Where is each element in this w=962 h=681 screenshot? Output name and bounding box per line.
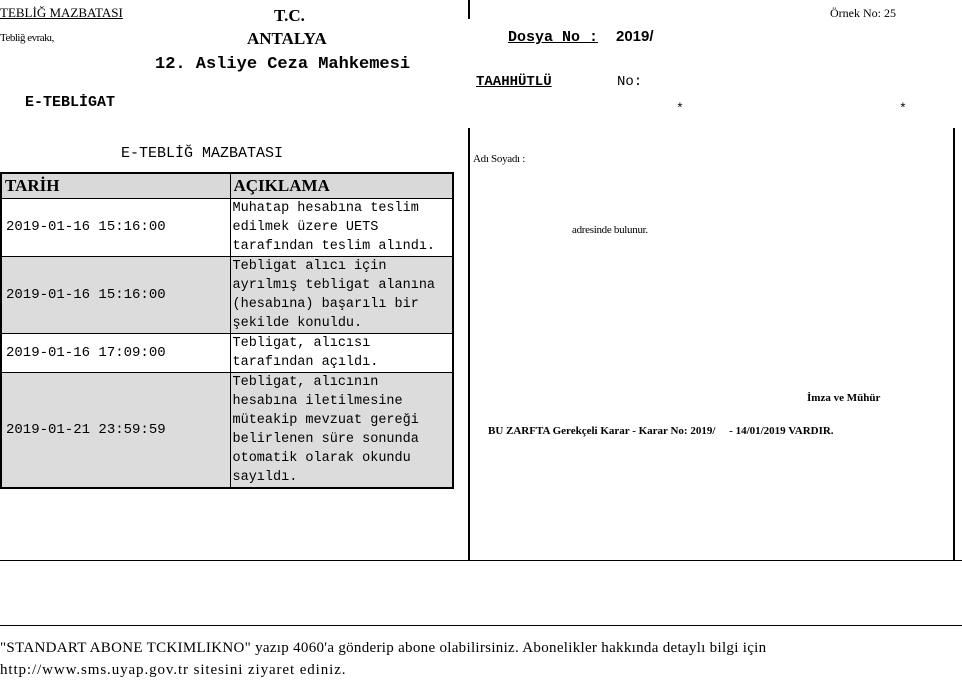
star-left: * — [676, 101, 684, 116]
bottom-divider — [0, 560, 962, 561]
table-row — [1, 373, 453, 489]
no-label: No: — [617, 74, 643, 90]
footer-line-1: "STANDART ABONE TCKIMLIKNO" yazıp 4060'a gönderip abone olabilirsiniz. Abonelikler hakkında detaylı bilgi için — [0, 640, 767, 656]
star-right: * — [899, 101, 907, 116]
footer-divider — [0, 625, 962, 626]
e-teblig-mazbatasi-title: E-TEBLİĞ MAZBATASI — [121, 145, 284, 162]
row-date: 2019-01-16 15:16:00 — [1, 199, 230, 257]
karar-note: BU ZARFTA Gerekçeli Karar - Karar No: 2019/ - 14/01/2019 VARDIR. — [488, 425, 834, 437]
row-date: 2019-01-21 23:59:59 — [1, 373, 230, 489]
column-header-description: AÇIKLAMA — [230, 173, 453, 199]
table-row — [1, 334, 453, 373]
center-divider — [468, 128, 470, 561]
imza-muhur-label: İmza ve Mühür — [807, 392, 881, 404]
dosya-no-value: 2019/ — [616, 28, 654, 45]
taahhutlu-label: TAAHHÜTLÜ — [476, 74, 552, 90]
adresinde-label: adresinde bulunur. — [572, 224, 648, 236]
table-row — [1, 257, 453, 334]
row-description: Tebligat, alıcının hesabına iletilmesine müteakip mevzuat gereği belirlenen süre sonunda otomatik olarak okundu sayıldı. — [230, 373, 453, 489]
teblig-mazbatasi-link[interactable]: TEBLİĞ MAZBATASI — [0, 5, 123, 20]
right-border — [953, 128, 955, 561]
dosya-no-label: Dosya No : — [508, 29, 599, 46]
row-description: Tebligat alıcı için ayrılmış tebligat alanına (hesabına) başarılı bir şekilde konuldu. — [230, 257, 453, 334]
teblig-evraki-label: Tebliğ evrakı, — [0, 32, 54, 44]
ornek-no: Örnek No: 25 — [830, 6, 896, 20]
table-row — [1, 199, 453, 257]
row-description: Tebligat, alıcısı tarafından açıldı. — [230, 334, 453, 373]
tc-heading: T.C. — [274, 6, 305, 25]
footer-line-2: http://www.sms.uyap.gov.tr sitesini ziyaret ediniz. — [0, 662, 347, 678]
city-heading: ANTALYA — [247, 29, 327, 48]
row-description: Muhatap hesabına teslim edilmek üzere UETS tarafından teslim alındı. — [230, 199, 453, 257]
top-divider — [468, 0, 470, 19]
court-heading: 12. Asliye Ceza Mahkemesi — [155, 55, 411, 74]
table-header-row — [1, 173, 453, 199]
column-header-date: TARİH — [1, 173, 230, 199]
row-date: 2019-01-16 15:16:00 — [1, 257, 230, 334]
teblig-history-table — [0, 172, 454, 489]
e-tebligat-heading: E-TEBLİGAT — [25, 94, 116, 111]
adi-soyadi-label: Adı Soyadı : — [473, 153, 526, 165]
row-date: 2019-01-16 17:09:00 — [1, 334, 230, 373]
